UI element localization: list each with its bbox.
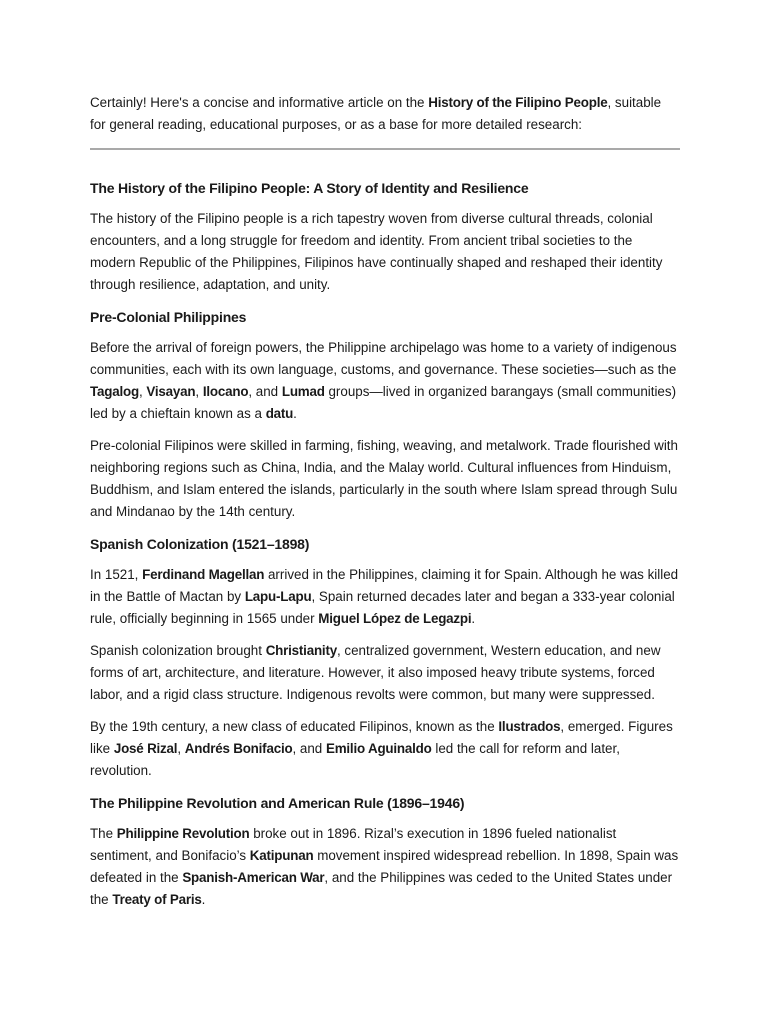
body-text: , and [292,741,326,756]
bold-term: Spanish-American War [182,870,325,885]
bold-term: Tagalog [90,384,139,399]
bold-term: Christianity [265,643,337,658]
body-text: Before the arrival of foreign powers, the Philippine archipelago was home to a variety of indigenous communities, each with its own language, customs, and governance. These societies—such as the [90,340,677,377]
spanish-paragraph-1 [90,564,680,630]
bold-term: Philippine Revolution [116,826,250,841]
body-text: , Spain returned decades later and began a 333-year colonial rule, officially beginning in 1565 under [90,589,675,626]
document-body [90,92,680,921]
body-text: , centralized government, Western education, and new forms of art, architecture, and literature. However, it also imposed heavy tribute systems, forced labor, and a rigid class structure. Indigenous revolts were common, but many were suppressed. [90,643,661,702]
horizontal-divider [90,148,680,150]
body-text: , [138,384,147,399]
lead-paragraph: The history of the Filipino people is a rich tapestry woven from diverse cultural threads, colonial encounters, and a long struggle for freedom and identity. From ancient tribal societies to the modern Republic of the Philippines, Filipinos have continually shaped and reshaped their identity through resilience, adaptation, and unity. [90,211,663,292]
body-text: In 1521, [90,567,143,582]
spanish-paragraph-2 [90,640,680,706]
bold-term: Lapu-Lapu [244,589,312,604]
body-text: led the call for reform and later, revolution. [90,741,620,778]
precolonial-paragraph-1 [90,337,680,425]
body-text: . [293,406,297,421]
body-text: groups—lived in organized barangays (small communities) led by a chieftain known as a [90,384,677,421]
intro-paragraph [90,92,680,136]
body-text: , and [248,384,282,399]
body-text: By the 19th century, a new class of educated Filipinos, known as the [90,719,499,734]
body-text: . [201,892,206,907]
intro-bold-topic: History of the Filipino People [428,95,608,110]
body-text: arrived in the Philippines, claiming it for Spain. Although he was killed in the Battle of Mactan by [90,567,679,604]
bold-term: Andrés Bonifacio [184,741,293,756]
body-text: , emerged. Figures like [90,719,673,756]
section-heading-precolonial: Pre-Colonial Philippines [90,309,247,325]
bold-term: Ilocano [202,384,249,399]
bold-term: Emilio Aguinaldo [325,741,432,756]
body-text: broke out in 1896. Rizal’s execution in 1896 fueled nationalist sentiment, and Bonifacio’s [90,826,617,863]
body-text: , and the Philippines was ceded to the United States under the [90,870,673,907]
bold-term: datu [265,406,294,421]
body-text: , [195,384,203,399]
precolonial-paragraph-2: Pre-colonial Filipinos were skilled in farming, fishing, weaving, and metalwork. Trade flourished with neighboring regions such as China, India, and the Malay world. Cultural influences from Hinduism, Buddhism, and Islam entered the islands, particularly in the south where Islam spread through Sulu and Mindanao by the 14th century. [90,438,678,519]
bold-term: Treaty of Paris [112,892,202,907]
section-heading-revolution: The Philippine Revolution and American Rule (1896–1946) [90,795,465,811]
bold-term: Katipunan [249,848,314,863]
body-text: Spanish colonization brought [90,643,266,658]
intro-text: Certainly! Here's a concise and informative article on the [90,95,429,110]
bold-term: José Rizal [113,741,178,756]
bold-term: Ferdinand Magellan [142,567,265,582]
spanish-paragraph-3 [90,716,680,782]
body-text: . [471,611,476,626]
bold-term: Ilustrados [498,719,561,734]
body-text: , [177,741,185,756]
section-heading-spanish: Spanish Colonization (1521–1898) [90,536,310,552]
bold-term: Miguel López de Legazpi [318,611,472,626]
body-text: The [90,826,117,841]
body-text: movement inspired widespread rebellion. In 1898, Spain was defeated in the [90,848,679,885]
revolution-paragraph-1 [90,823,680,911]
article-title: The History of the Filipino People: A Story of Identity and Resilience [90,180,529,196]
bold-term: Lumad [281,384,325,399]
intro-text: , suitable for general reading, educational purposes, or as a base for more detailed research: [90,95,662,132]
bold-term: Visayan [146,384,196,399]
